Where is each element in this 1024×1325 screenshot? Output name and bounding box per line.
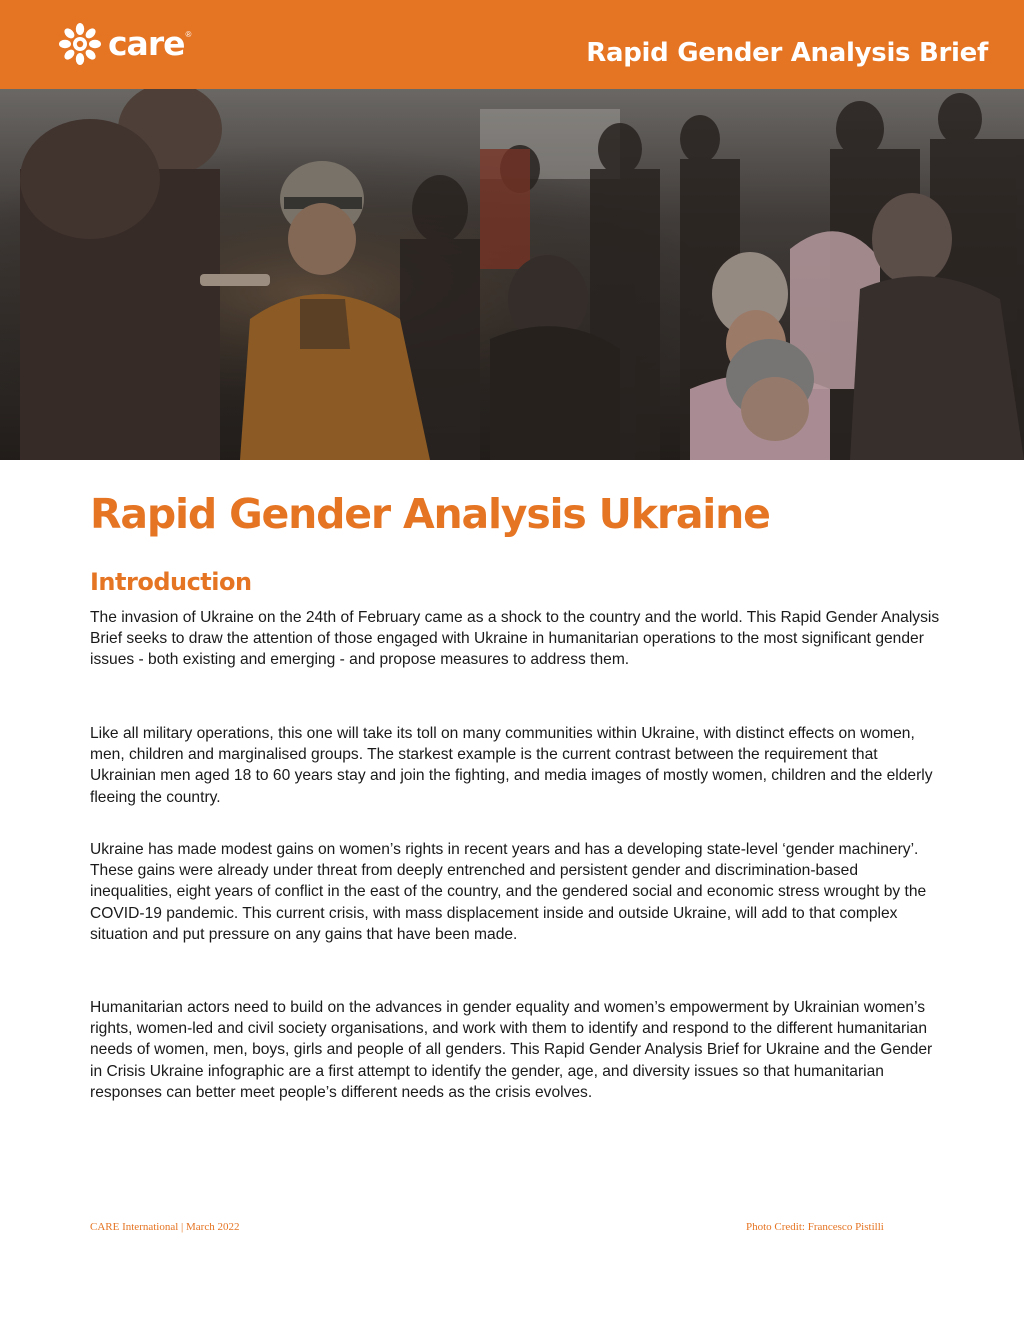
care-logo xyxy=(58,22,191,66)
page-header xyxy=(0,0,1024,89)
paragraph: Like all military operations, this one will take its toll on many communities within Ukraine, with distinct effects on women, men, children and marginalised groups. The starkest example is the current contrast between the requirement that Ukrainian men aged 18 to 60 years stay and join the fighting, and media images of mostly women, children and the elderly fleeing the country. xyxy=(90,725,933,806)
photo-crowd-icon xyxy=(0,89,1024,460)
section-heading-introduction: Introduction xyxy=(90,568,252,596)
header-title: Rapid Gender Analysis Brief xyxy=(586,38,988,68)
footer-organization-date: CARE International | March 2022 xyxy=(90,1221,240,1233)
logo-wordmark: care xyxy=(108,24,185,63)
paragraph: Ukraine has made modest gains on women’s rights in recent years and has a developing state-level ‘gender machinery’. These gains were already under threat from deeply entrenched and persistent gender and discrimination-based inequalities, eight years of conflict in the east of the country, and the gendered social and economic stress wrought by the COVID-19 pandemic. This current crisis, with mass displacement inside and outside Ukraine, will add to that complex situation and put pressure on any gains that have been made. xyxy=(90,841,927,943)
hero-photo xyxy=(0,89,1024,460)
footer-photo-credit: Photo Credit: Francesco Pistilli xyxy=(746,1221,884,1233)
care-hands-icon xyxy=(58,22,102,66)
paragraph: Humanitarian actors need to build on the advances in gender equality and women’s empowerment by Ukrainian women’s rights, women-led and civil society organisations, and work with them to identify and respond to the different humanitarian needs of women, men, boys, girls and people of all genders. This Rapid Gender Analysis Brief for Ukraine and the Gender in Crisis Ukraine infographic are a first attempt to identify the gender, age, and diversity issues so that humanitarian responses can better meet people’s different needs as the crisis evolves. xyxy=(90,999,933,1101)
page-title: Rapid Gender Analysis Ukraine xyxy=(90,490,770,538)
logo-trademark: ® xyxy=(185,30,192,39)
paragraph: The invasion of Ukraine on the 24th of February came as a shock to the country and the world. This Rapid Gender Analysis Brief seeks to draw the attention of those engaged with Ukraine in humanitarian operations to the most significant gender issues - both existing and emerging - and propose measures to address them. xyxy=(90,609,940,669)
